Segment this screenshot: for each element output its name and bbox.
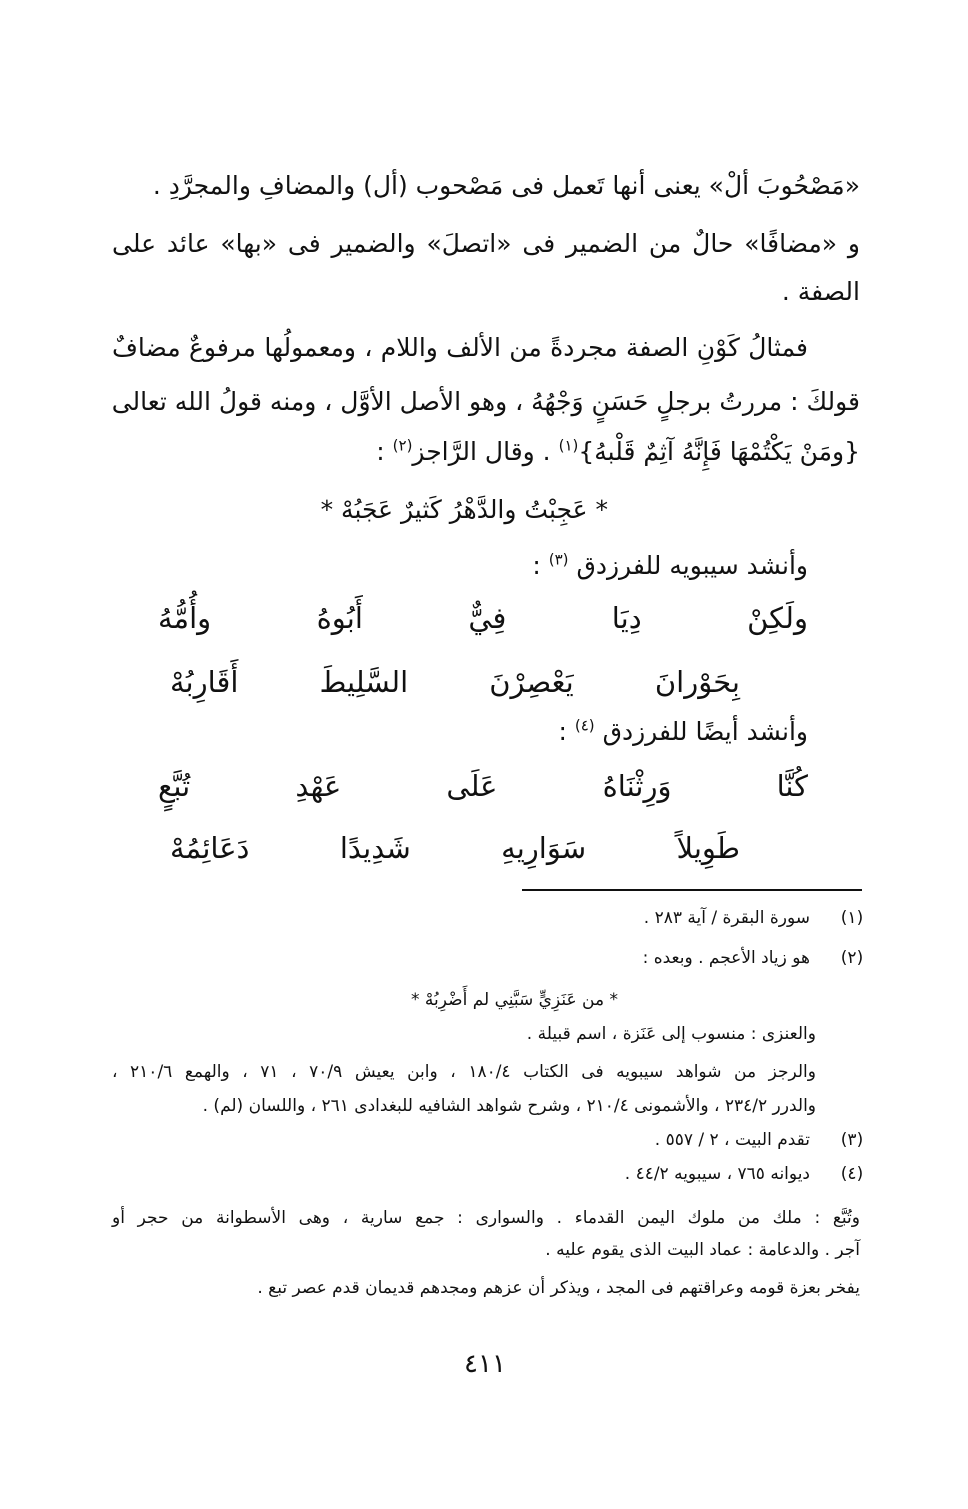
body-line: «مَصْحُوبَ ألْ» يعنى أنها تَعمل فى مَصْحوب (أل) والمضافِ والمجرَّدِ . <box>152 171 860 200</box>
verse-hemistich: ولَكِنْ دِيَا فِيٌّ أَبُوهُ وأُمُّهُ <box>158 601 808 635</box>
body-text: . وقال الرَّاجز <box>412 437 559 466</box>
footnote-verse: * من عَنَزِيٍّ سَبَّنِي لم أَضْرِبُهْ * <box>411 990 618 1010</box>
body-line: قولكَ : مررتُ برجلٍ حَسَنٍ وَجْهُهُ ، وهو الأصل الأوَّل ، ومنه قولُ الله تعالى <box>111 387 860 416</box>
footnote-text: هو زياد الأعجم . وبعده : <box>642 948 810 968</box>
body-text: وأنشد سيبويه للفرزدق <box>576 551 808 580</box>
body-text: : <box>558 717 575 746</box>
body-text: : <box>376 437 393 466</box>
body-line: فمثالُ كَوْنِ الصفة مجردةً من الألف واللام ، ومعمولُها مرفوعٌ مضافٌ <box>112 333 808 362</box>
body-text: وأنشد أيضًا للفرزدق <box>602 717 808 746</box>
half-verse: * عَجِبْتُ والدَّهْرُ كَثيرٌ عَجَبُهْ * <box>320 495 608 524</box>
footnote <box>112 904 872 932</box>
footnote-marker: (٣) <box>548 550 569 569</box>
body-line <box>112 432 860 472</box>
verse-hemistich: كُنَّا وَرِثْنَاهُ عَلَى عَهْدِ تُبَّعٍ <box>158 769 808 803</box>
footnote-marker: (٢) <box>392 436 413 455</box>
footnote-line: والعنزى : منسوب إلى عَنَزة ، اسم قبيلة . <box>526 1024 816 1044</box>
footnote-number: (٤) <box>840 1164 864 1184</box>
footnote-line: يفخر بعزة قومه وعراقتهم فى المجد ، ويذكر أن عزهم ومجدهم قديمان قدم عصر تبع . <box>257 1278 860 1298</box>
quran-quote: {ومَنْ يَكْتُمْهَا فَإِنَّهُ آثِمٌ قَلْبهُ} <box>578 437 860 466</box>
footnote-number: (٢) <box>840 948 864 968</box>
verse-intro <box>112 712 808 752</box>
verse-intro <box>112 546 808 586</box>
verse-hemistich: طَوِيلاً سَوَارِيهِ شَدِيدًا دَعَائِمُهْ <box>170 831 740 865</box>
footnote <box>112 1160 872 1188</box>
verse-hemistich: بِحَوْرانَ يَعْصِرْنَ السَّلِيطَ أَقَارِبُهْ <box>170 665 740 699</box>
footnote-marker: (٤) <box>574 716 595 735</box>
footnote-marker: (١) <box>558 436 579 455</box>
footnote-number: (١) <box>840 908 864 928</box>
body-line: و «مضافًا» حالٌ من الضمير فى «اتصلَ» والضمير فى «بها» عائد على <box>112 229 860 258</box>
footnote <box>112 1126 872 1154</box>
footnote-number: (٣) <box>840 1130 864 1150</box>
footnote-line: آجر . والدعامة : عماد البيت الذى يقوم عليه . <box>545 1240 860 1260</box>
footnote-line: وتُبَّع : ملك من ملوك اليمن القدماء . والسوارى : جمع سارية ، وهى الأسطوانة من حجر أو <box>112 1208 860 1228</box>
footnote-text: ديوانه ٧٦٥ ، سيبويه ٤٤/٢ . <box>624 1164 810 1184</box>
footnote <box>112 944 872 972</box>
footnote-line: والدرر ٢٣٤/٢ ، والأشمونى ٢١٠/٤ ، وشرح شواهد الشافيه للبغدادى ٢٦١ ، واللسان (لم) . <box>202 1096 816 1116</box>
footnote-text: سورة البقرة / آية ٢٨٣ . <box>643 908 810 928</box>
body-line: الصفة . <box>781 277 860 306</box>
footnote-line: والرجز من شواهد سيبويه فى الكتاب ١٨٠/٤ ، وابن يعيش ٧٠/٩ ، ٧١ ، والهمع ٢١٠/٦ ، <box>112 1062 816 1082</box>
footnote-separator <box>522 889 862 891</box>
footnote-text: تقدم البيت ، ٢ / ٥٥٧ . <box>654 1130 810 1150</box>
page-number: ٤١١ <box>464 1349 506 1379</box>
body-text: : <box>532 551 549 580</box>
